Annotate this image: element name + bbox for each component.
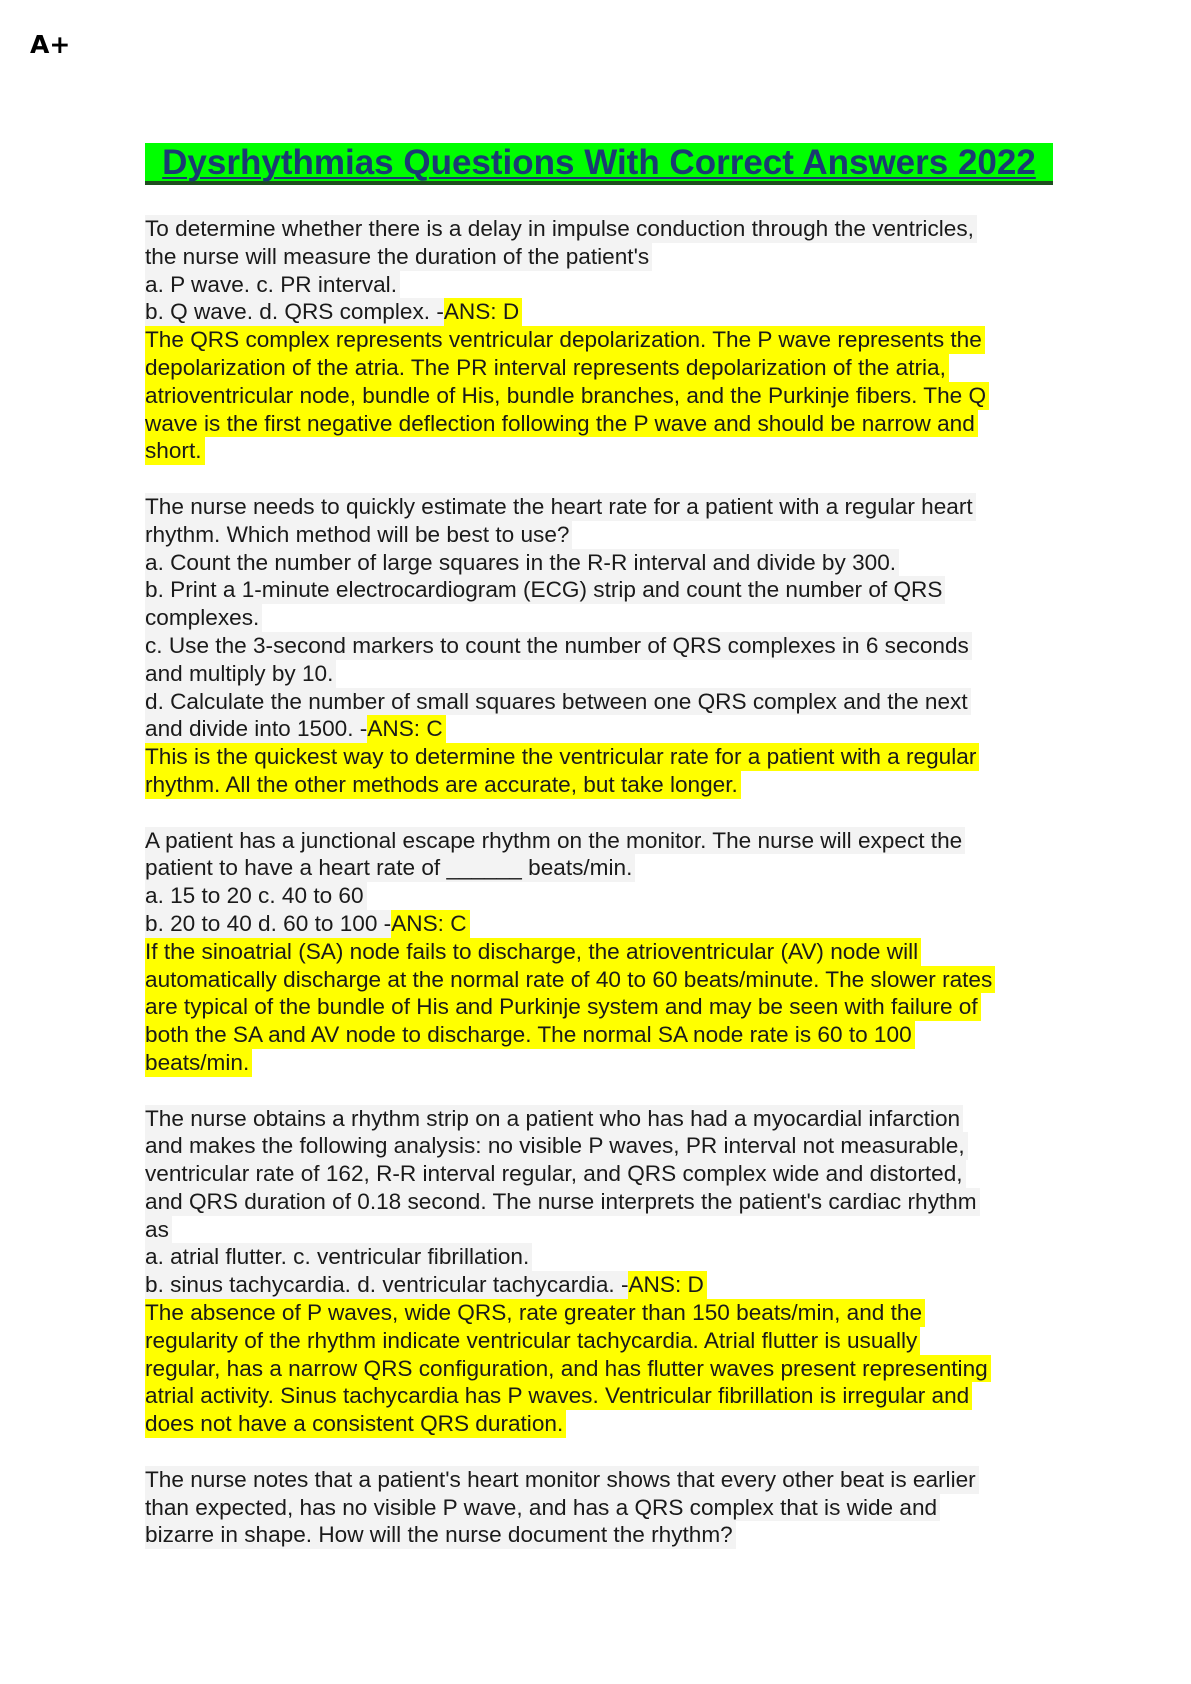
question-text: and makes the following analysis: no visible P waves, PR interval not measurable,: [145, 1132, 968, 1160]
question-text: ventricular rate of 162, R-R interval regular, and QRS complex wide and distorted,: [145, 1160, 966, 1188]
question-line: [145, 1216, 1065, 1244]
qa-content: [145, 215, 1065, 1549]
rationale-text: beats/min.: [145, 1049, 252, 1077]
question-text: The nurse needs to quickly estimate the heart rate for a patient with a regular heart: [145, 493, 976, 521]
answer-key: ANS: D: [444, 298, 522, 326]
question-line: [145, 882, 1065, 910]
rationale-text: regularity of the rhythm indicate ventricular tachycardia. Atrial flutter is usually: [145, 1327, 920, 1355]
title-highlight: [145, 143, 1053, 185]
question-line: [145, 521, 1065, 549]
question-text: The nurse obtains a rhythm strip on a patient who has had a myocardial infarction: [145, 1105, 963, 1133]
rationale-line: [145, 1355, 1065, 1383]
question-line: [145, 1466, 1065, 1494]
rationale-text: atrioventricular node, bundle of His, bundle branches, and the Purkinje fibers. The Q: [145, 382, 989, 410]
answer-prefix: and divide into 1500. -: [145, 716, 368, 742]
question-line: [145, 1243, 1065, 1271]
answer-line: [145, 1271, 1065, 1299]
answer-line: [145, 715, 1065, 743]
question-line: [145, 243, 1065, 271]
rationale-text: This is the quickest way to determine the ventricular rate for a patient with a regular: [145, 743, 979, 771]
block-gap: [145, 799, 1065, 827]
question-text: bizarre in shape. How will the nurse document the rhythm?: [145, 1521, 736, 1549]
question-text: and QRS duration of 0.18 second. The nurse interprets the patient's cardiac rhythm: [145, 1188, 980, 1216]
question-line: [145, 215, 1065, 243]
rationale-line: [145, 1021, 1065, 1049]
question-text: a. Count the number of large squares in the R-R interval and divide by 300.: [145, 549, 899, 577]
question-line: [145, 854, 1065, 882]
rationale-text: wave is the first negative deflection following the P wave and should be narrow and: [145, 410, 978, 438]
question-line: [145, 1494, 1065, 1522]
question-line: [145, 632, 1065, 660]
question-text: The nurse notes that a patient's heart monitor shows that every other beat is earlier: [145, 1466, 979, 1494]
question-line: [145, 660, 1065, 688]
question-text: d. Calculate the number of small squares between one QRS complex and the next: [145, 688, 971, 716]
question-block: [145, 827, 1065, 1077]
rationale-text: regular, has a narrow QRS configuration, and has flutter waves present representing: [145, 1355, 991, 1383]
rationale-line: [145, 743, 1065, 771]
question-text: complexes.: [145, 604, 262, 632]
block-gap: [145, 1438, 1065, 1466]
question-block: [145, 1105, 1065, 1439]
rationale-text: short.: [145, 437, 205, 465]
rationale-line: [145, 938, 1065, 966]
answer-key: ANS: D: [628, 1271, 706, 1299]
document-title: Dysrhythmias Questions With Correct Answers 2022: [162, 143, 1036, 182]
question-line: [145, 271, 1065, 299]
question-line: [145, 1521, 1065, 1549]
rationale-line: [145, 354, 1065, 382]
question-line: [145, 688, 1065, 716]
question-text: a. atrial flutter. c. ventricular fibrillation.: [145, 1243, 532, 1271]
rationale-line: [145, 771, 1065, 799]
question-text: as: [145, 1216, 172, 1244]
question-block: [145, 215, 1065, 465]
answer-line: [145, 910, 1065, 938]
answer-line: [145, 298, 1065, 326]
question-line: [145, 1105, 1065, 1133]
question-text: a. 15 to 20 c. 40 to 60: [145, 882, 367, 910]
question-text: A patient has a junctional escape rhythm on the monitor. The nurse will expect the: [145, 827, 965, 855]
question-text: c. Use the 3-second markers to count the number of QRS complexes in 6 seconds: [145, 632, 972, 660]
answer-prefix: b. Q wave. d. QRS complex. -: [145, 299, 444, 325]
rationale-line: [145, 326, 1065, 354]
rationale-text: automatically discharge at the normal rate of 40 to 60 beats/minute. The slower rates: [145, 966, 995, 994]
rationale-text: rhythm. All the other methods are accurate, but take longer.: [145, 771, 741, 799]
question-line: [145, 1132, 1065, 1160]
rationale-text: The absence of P waves, wide QRS, rate greater than 150 beats/min, and the: [145, 1299, 925, 1327]
rationale-line: [145, 1382, 1065, 1410]
grade-label: A+: [30, 30, 71, 59]
question-text: b. Print a 1-minute electrocardiogram (ECG) strip and count the number of QRS: [145, 576, 945, 604]
question-line: [145, 827, 1065, 855]
question-line: [145, 1188, 1065, 1216]
question-text: To determine whether there is a delay in impulse conduction through the ventricles,: [145, 215, 977, 243]
question-text: a. P wave. c. PR interval.: [145, 271, 400, 299]
block-gap: [145, 1077, 1065, 1105]
rationale-line: [145, 410, 1065, 438]
rationale-text: depolarization of the atria. The PR interval represents depolarization of the atria,: [145, 354, 949, 382]
rationale-line: [145, 437, 1065, 465]
answer-key: ANS: C: [391, 910, 469, 938]
question-text: the nurse will measure the duration of the patient's: [145, 243, 652, 271]
rationale-line: [145, 966, 1065, 994]
question-line: [145, 549, 1065, 577]
question-text: than expected, has no visible P wave, and has a QRS complex that is wide and: [145, 1494, 940, 1522]
block-gap: [145, 465, 1065, 493]
rationale-text: does not have a consistent QRS duration.: [145, 1410, 566, 1438]
rationale-text: are typical of the bundle of His and Purkinje system and may be seen with failure of: [145, 993, 981, 1021]
question-text: patient to have a heart rate of ______ beats/min.: [145, 854, 635, 882]
answer-key: ANS: C: [367, 715, 445, 743]
question-line: [145, 493, 1065, 521]
question-line: [145, 604, 1065, 632]
question-line: [145, 576, 1065, 604]
rationale-line: [145, 1299, 1065, 1327]
rationale-line: [145, 1410, 1065, 1438]
question-block: [145, 1466, 1065, 1549]
rationale-line: [145, 1327, 1065, 1355]
rationale-text: both the SA and AV node to discharge. The normal SA node rate is 60 to 100: [145, 1021, 915, 1049]
question-text: and multiply by 10.: [145, 660, 336, 688]
answer-prefix: b. sinus tachycardia. d. ventricular tachycardia. -: [145, 1272, 629, 1298]
rationale-line: [145, 382, 1065, 410]
question-line: [145, 1160, 1065, 1188]
rationale-text: The QRS complex represents ventricular depolarization. The P wave represents the: [145, 326, 985, 354]
rationale-text: atrial activity. Sinus tachycardia has P waves. Ventricular fibrillation is irregular and: [145, 1382, 972, 1410]
rationale-text: If the sinoatrial (SA) node fails to discharge, the atrioventricular (AV) node will: [145, 938, 921, 966]
question-text: rhythm. Which method will be best to use?: [145, 521, 572, 549]
rationale-line: [145, 1049, 1065, 1077]
question-block: [145, 493, 1065, 799]
answer-prefix: b. 20 to 40 d. 60 to 100 -: [145, 910, 392, 936]
rationale-line: [145, 993, 1065, 1021]
